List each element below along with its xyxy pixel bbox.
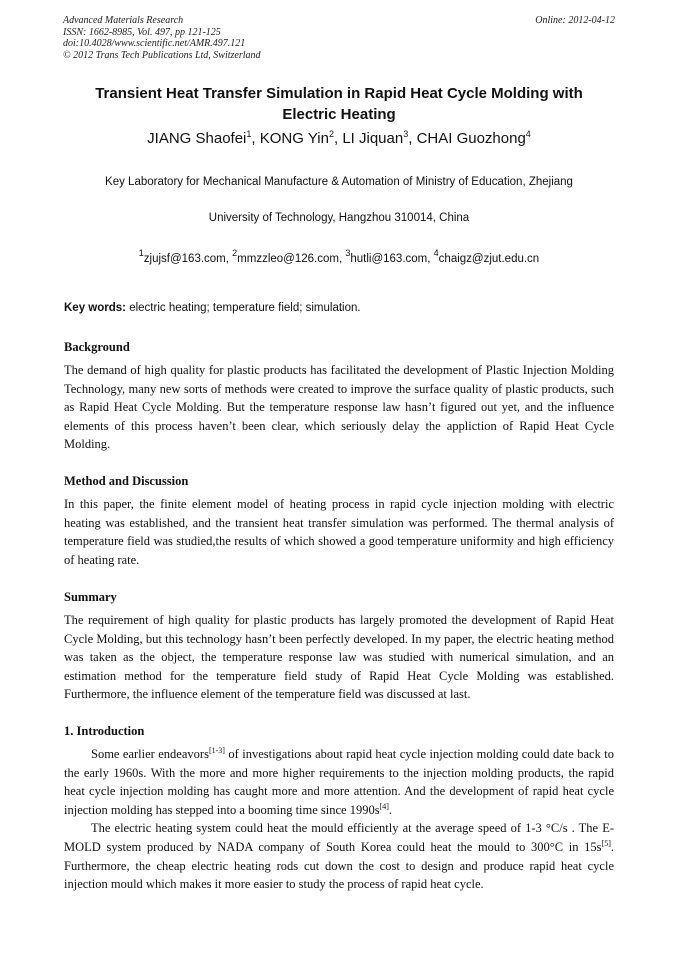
summary-section bbox=[64, 588, 614, 704]
author-affil-mark: 1 bbox=[246, 129, 252, 139]
email-mark: 1 bbox=[138, 248, 144, 258]
author-name: LI Jiquan bbox=[342, 130, 404, 147]
email-address[interactable]: chaigz@zjut.edu.cn bbox=[438, 253, 540, 265]
background-section bbox=[64, 338, 614, 454]
author-sep: , bbox=[333, 130, 343, 147]
intro-text: The electric heating system could heat the mould efficiently at the average speed of 1-3 °C/s . The E-MOLD system produced by NADA company of South Korea could heat the mould to 300°C in 15s bbox=[64, 821, 614, 854]
author-name: KONG Yin bbox=[259, 130, 329, 147]
copyright-line: © 2012 Trans Tech Publications Ltd, Switzerland bbox=[63, 49, 261, 61]
intro-text: . bbox=[388, 802, 393, 817]
summary-heading: Summary bbox=[64, 590, 117, 604]
email-address[interactable]: mmzzleo@126.com, bbox=[237, 253, 346, 265]
author-name: CHAI Guozhong bbox=[416, 130, 526, 147]
affiliation-line-1: Key Laboratory for Mechanical Manufacture & Automation of Ministry of Education, Zhejiang bbox=[105, 176, 573, 188]
author-emails bbox=[60, 248, 618, 267]
citation[interactable]: [4] bbox=[379, 801, 389, 811]
method-section bbox=[64, 472, 614, 569]
email-address[interactable]: hutli@163.com, bbox=[350, 253, 434, 265]
keywords-label: Key words: bbox=[64, 302, 126, 314]
citation[interactable]: [5] bbox=[601, 838, 611, 848]
author-list bbox=[60, 129, 618, 149]
intro-paragraph-1 bbox=[64, 745, 614, 819]
email-mark: 4 bbox=[433, 248, 439, 258]
paper-title bbox=[60, 83, 618, 125]
summary-text: The requirement of high quality for plastic products has largely promoted the development of Rapid Heat Cycle Molding, but this technology hasn’t been perfectly developed. In my paper, the electric heating method was taken as the object, the temperature response law was studied with numerical simulation, and an estimation method for the temperature field study of Rapid Heat Cycle Molding was established. Furthermore, the influence element of the temperature field was discussed at last. bbox=[64, 613, 614, 702]
citation[interactable]: [1-3] bbox=[208, 746, 225, 755]
intro-text: . Furthermore, the cheap electric heating rods cut down the cost to design and produce rapid heat cycle injection mould which makes it more easier to study the process of rapid heat cycle. bbox=[64, 839, 614, 892]
intro-paragraph-2 bbox=[64, 819, 614, 893]
issn-line: ISSN: 1662-8985, Vol. 497, pp 121-125 bbox=[63, 26, 221, 38]
background-text: The demand of high quality for plastic products has facilitated the development of Plastic Injection Molding Technology, many new sorts of methods were created to improve the surface quality of plastic products, such as Rapid Heat Cycle Molding. But the temperature response law hasn’t figured out yet, and the influence elements of this process haven’t been clear, which seriously delay the appliction of Rapid Heat Cycle Molding. bbox=[64, 363, 614, 452]
email-address[interactable]: zjujsf@163.com, bbox=[143, 253, 233, 265]
author-sep: , bbox=[251, 130, 260, 147]
background-heading: Background bbox=[64, 340, 130, 354]
introduction-section bbox=[64, 722, 614, 894]
online-date: Online: 2012-04-12 bbox=[535, 15, 615, 26]
author-sep: , bbox=[408, 130, 417, 147]
author-name: JIANG Shaofei bbox=[147, 130, 247, 147]
introduction-heading: 1. Introduction bbox=[64, 724, 145, 738]
title-line-2: Electric Heating bbox=[282, 106, 396, 123]
method-heading: Method and Discussion bbox=[64, 474, 189, 488]
author-affil-mark: 3 bbox=[403, 129, 409, 139]
author-affil-mark: 2 bbox=[328, 129, 334, 139]
doi-line: doi:10.4028/www.scientific.net/AMR.497.121 bbox=[63, 38, 246, 49]
intro-text: of investigations about rapid heat cycle injection molding could date back to the early 1960s. With the more and more higher requirements to the injection molding products, the rapid heat cycle injection molding has caught more and more attention. And the development of rapid heat cycle injection molding has stepped into a booming time since 1990s bbox=[64, 747, 614, 817]
keywords-text: electric heating; temperature field; simulation. bbox=[126, 302, 361, 314]
keywords bbox=[64, 301, 616, 316]
author-affil-mark: 4 bbox=[525, 129, 531, 139]
email-mark: 3 bbox=[345, 248, 351, 258]
affiliation-line-2: University of Technology, Hangzhou 310014, China bbox=[208, 212, 470, 224]
email-mark: 2 bbox=[232, 248, 238, 258]
journal-header bbox=[63, 15, 615, 61]
intro-text: Some earlier endeavors bbox=[91, 747, 209, 761]
title-line-1: Transient Heat Transfer Simulation in Rapid Heat Cycle Molding with bbox=[95, 85, 583, 102]
journal-name: Advanced Materials Research bbox=[63, 15, 184, 26]
method-text: In this paper, the finite element model of heating process in rapid cycle injection molding with electric heating was established, and the transient heat transfer simulation was performed. The thermal analysis of temperature field was studied,the results of which showed a good temperature uniformity and high efficiency of heating rate. bbox=[64, 497, 614, 567]
